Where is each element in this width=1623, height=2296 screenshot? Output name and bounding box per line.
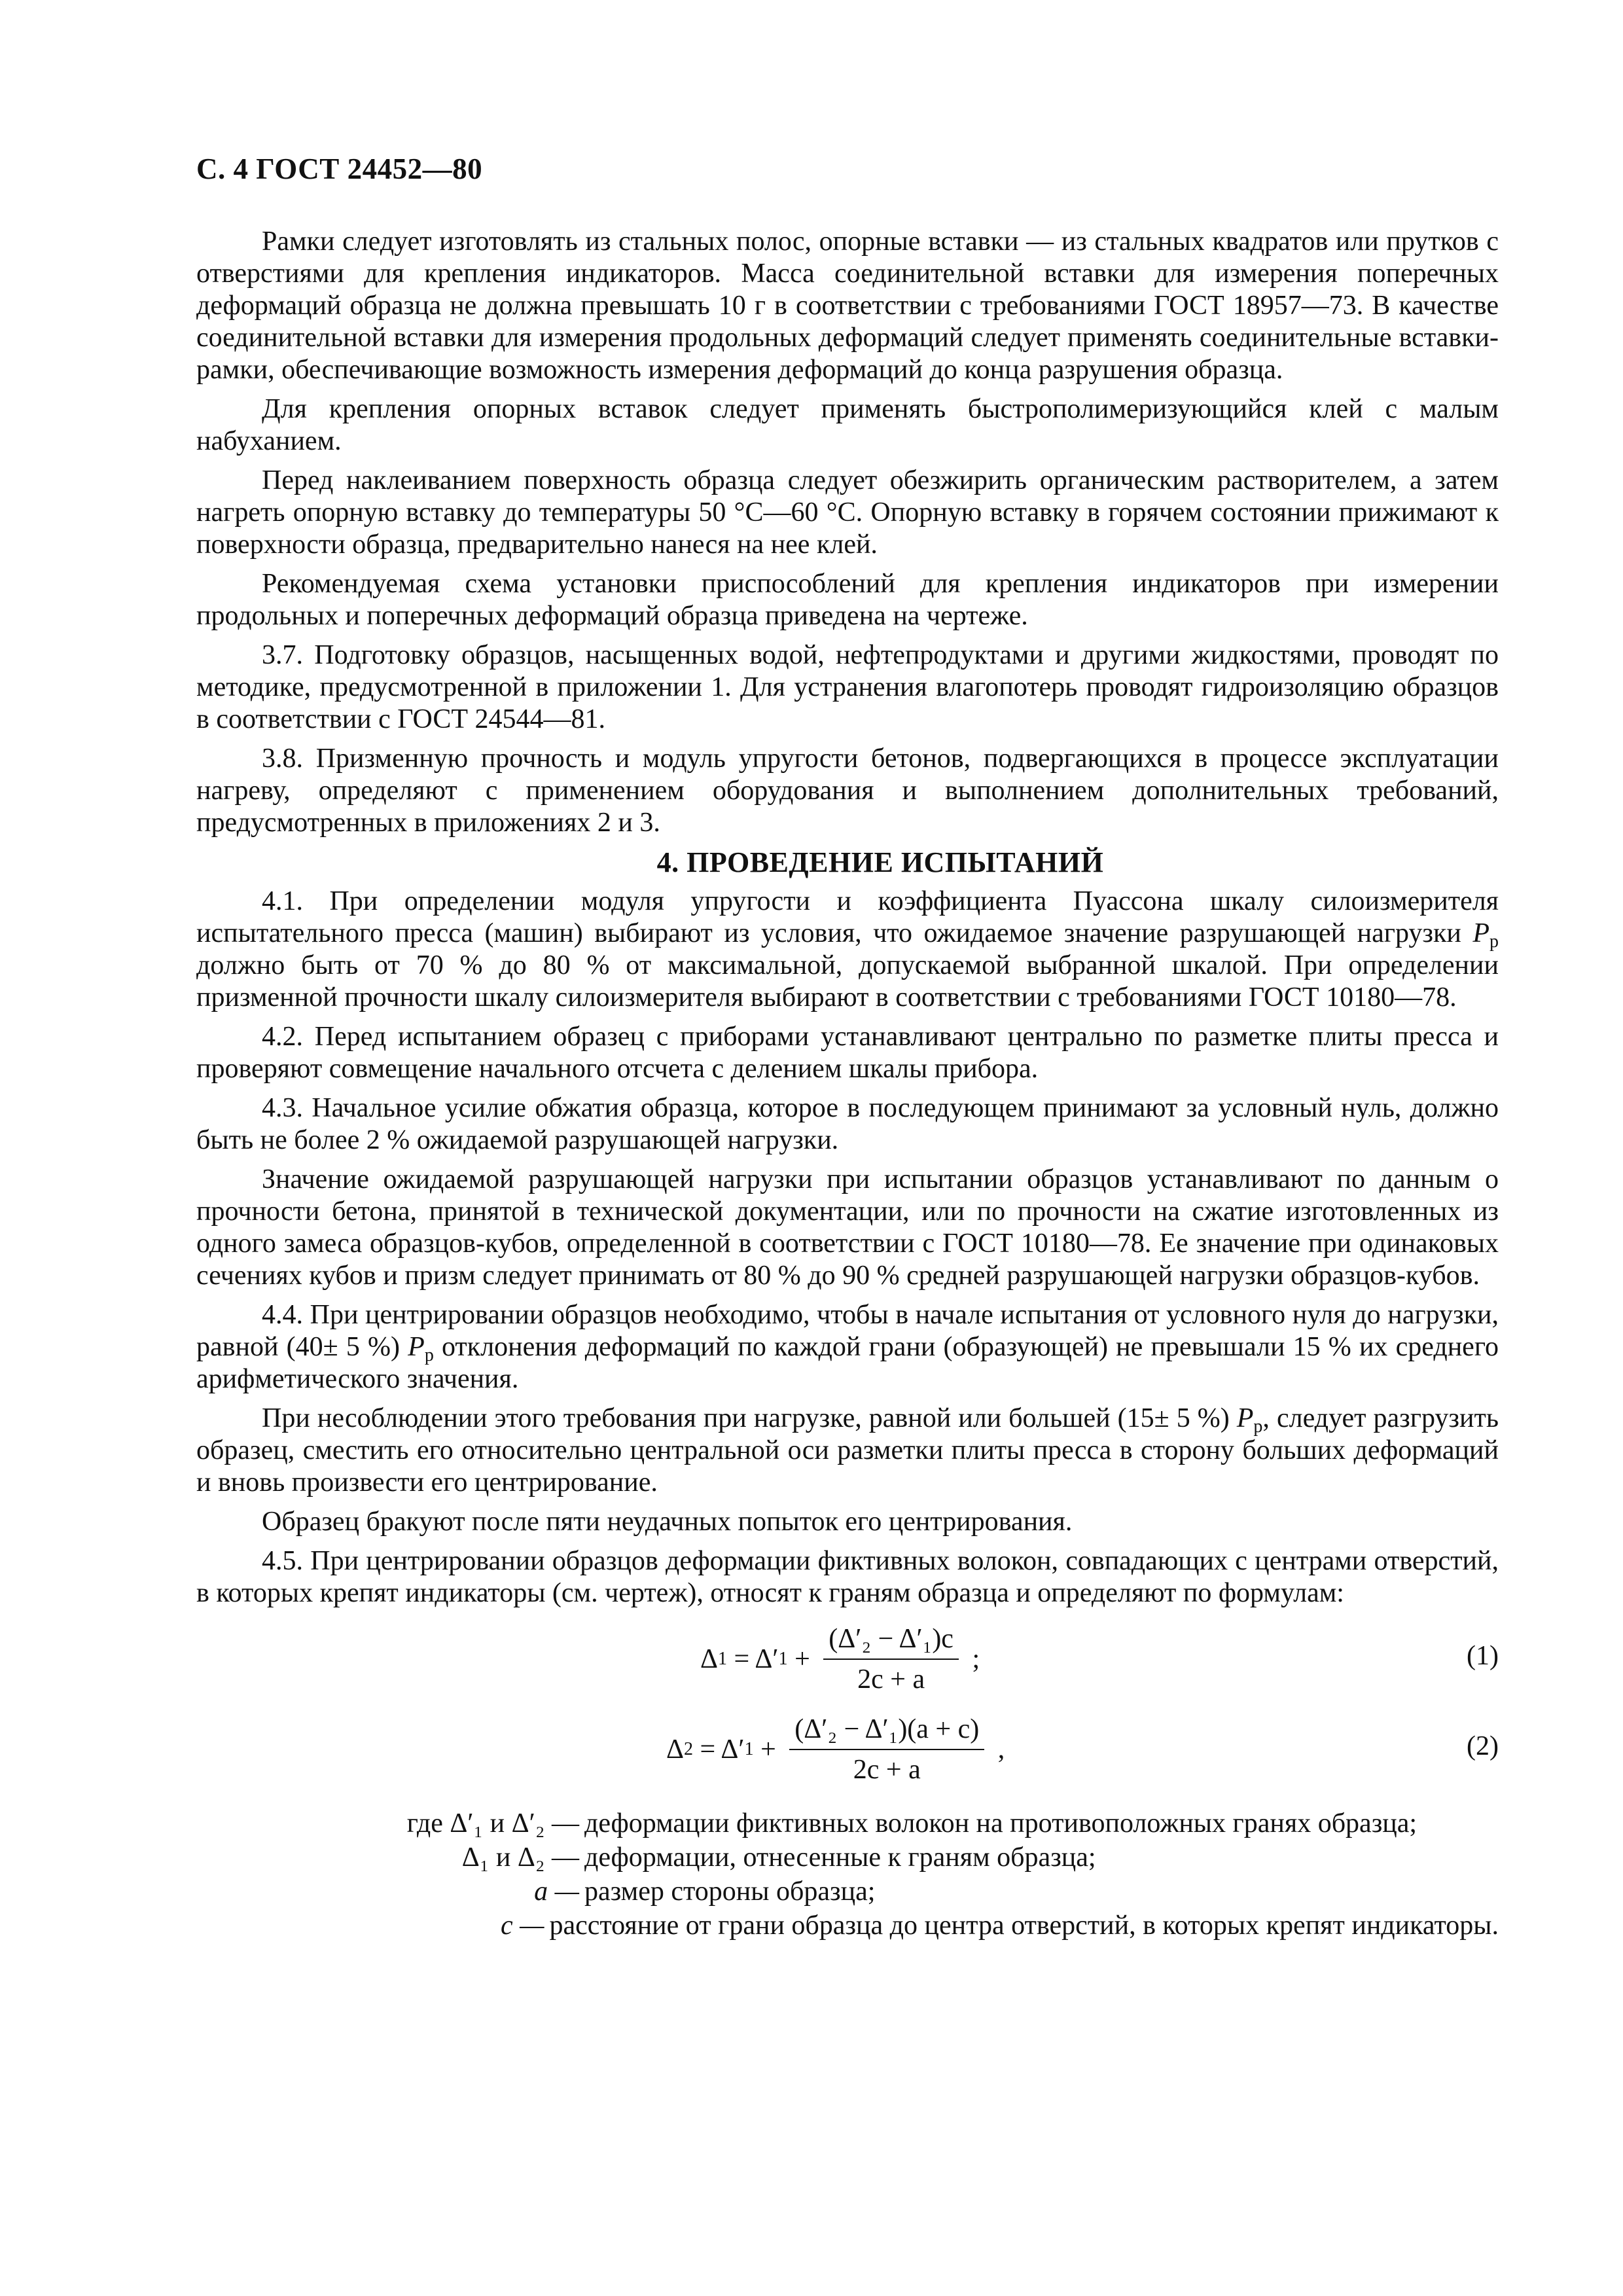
paragraph: Рамки следует изготовлять из стальных полос, опорные вставки — из стальных квадратов или прутков с отверстиями для крепления индикаторов. Масса соединительной вставки для измерения поперечных деформаций образца не должна превышать 10 г в соответствии с требованиями ГОСТ 18957—73. В качестве соединительной вставки для измерения продольных деформаций следует применять соединительные вставки-рамки, обеспечивающие возможность измерения деформаций до конца разрушения образца. (196, 226, 1499, 385)
paragraph: Образец бракуют после пяти неудачных попыток его центрирования. (262, 1507, 1073, 1537)
paragraph-4-5: 4.5. При центрировании образцов деформации фиктивных волокон, совпадающих с центрами отверстий, в которых крепят индикаторы (см. чертеж), относят к граням образца и определяют по формулам: (196, 1546, 1499, 1608)
paragraph-4-4: 4.4. При центрировании образцов необходимо, чтобы в начале испытания от условного нуля до нагрузки, равной (40± 5 %) $P_р$ отклонения деформаций по каждой грани (образующей) не превышали 15 % их среднего арифметического значения. (196, 1300, 1499, 1394)
formula-1: Δ 1 = Δ′ 1 + $\frac{\text{(Δ′₂ − Δ′₁)c}}{2c + a}$ ; (1) (700, 1624, 1499, 1695)
load-symbol: P (1472, 918, 1489, 948)
paragraph-3-7: 3.7. Подготовку образцов, насыщенных водой, нефтепродуктами и другими жидкостями, проводят по методике, предусмотренной в приложении 1. Для устранения влагопотерь проводят гидроизоляцию образцов в соответствии с ГОСТ 24544—81. (196, 640, 1499, 734)
paragraph: Для крепления опорных вставок следует применять быстрополимеризующийся клей с малым набуханием. (196, 394, 1499, 456)
paragraph: Перед наклеиванием поверхность образца следует обезжирить органическим растворителем, а затем нагреть опорную вставку до температуры 50 °С—60 °С. Опорную вставку в горячем состоянии прижимают к поверхности образца, предварительно нанеся на нее клей. (196, 465, 1499, 560)
page-header: С. 4 ГОСТ 24452—80 (196, 152, 483, 185)
paragraph-3-8: 3.8. Призменную прочность и модуль упругости бетонов, подвергающихся в процессе эксплуатации нагреву, определяют с применением оборудования и выполнением дополнительных требований, предусмотренных в приложениях 2 и 3. (196, 744, 1499, 838)
legend-list (196, 1806, 1499, 1943)
formula-2: Δ 2 = Δ′ 1 + $\frac{\text{(Δ′₂ − Δ′₁)(a + c)}}{2c + a}$ , (2) (666, 1714, 1499, 1785)
paragraph: При несоблюдении этого требования при нагрузке, равной или большей (15± 5 %) $P_р$, следует разгрузить образец, сместить его относительно центральной оси разметки плиты пресса в сторону больших деформаций и вновь произвести его центрирование. (196, 1403, 1499, 1498)
formula-2-fraction: $\frac{\text{(Δ′₂ − Δ′₁)(a + c)}}{2c + a}$ (789, 1713, 984, 1785)
legend-item: Δ₁ и Δ₂ — деформации, отнесенные к граням образца; (461, 1842, 1096, 1873)
section-title: 4. ПРОВЕДЕНИЕ ИСПЫТАНИЙ (656, 846, 1104, 878)
paragraph: Рекомендуемая схема установки приспособлений для крепления индикаторов при измерении продольных и поперечных деформаций образца приведена на чертеже. (196, 569, 1499, 631)
paragraph-4-3: 4.3. Начальное усилие обжатия образца, которое в последующем принимают за условный нуль, должно быть не более 2 % ожидаемой разрушающей нагрузки. (196, 1093, 1499, 1155)
legend-item: a — размер стороны образца; (534, 1876, 876, 1907)
formula-2-number: (2) (1467, 1731, 1499, 1761)
paragraph-4-2: 4.2. Перед испытанием образец с приборами устанавливают центрально по разметке плиты пресса и проверяют совмещение начального отсчета с делением шкалы прибора. (196, 1022, 1499, 1084)
paragraph: Значение ожидаемой разрушающей нагрузки при испытании образцов устанавливают по данным о прочности бетона, принятой в технической документации, или по прочности на сжатие изготовленных из одного замеса образцов-кубов, определенной в соответствии с ГОСТ 10180—78. Ее значение при одинаковых сечениях кубов и призм следует принимать от 80 % до 90 % средней разрушающей нагрузки образцов-кубов. (196, 1164, 1499, 1291)
paragraph-4-1: 4.1. При определении модуля упругости и коэффициента Пуассона шкалу силоизмерителя испытательного пресса (машин) выбирают из условия, что ожидаемое значение разрушающей нагрузки $P_р$ должно быть от 70 % до 80 % от максимальной, допускаемой выбранной шкалой. При определении призменной прочности шкалу силоизмерителя выбирают в соответствии с требованиями ГОСТ 10180—78. (196, 886, 1499, 1013)
legend-item: где Δ′₁ и Δ′₂ — деформации фиктивных волокон на противоположных гранях образца; (406, 1808, 1418, 1839)
legend-item: c — расстояние от грани образца до центра отверстий, в которых крепят индикаторы. (500, 1910, 1499, 1941)
body-text (196, 226, 1499, 1943)
formula-1-fraction: $\frac{\text{(Δ′₂ − Δ′₁)c}}{2c + a}$ (823, 1623, 959, 1695)
formula-1-number: (1) (1467, 1641, 1499, 1671)
